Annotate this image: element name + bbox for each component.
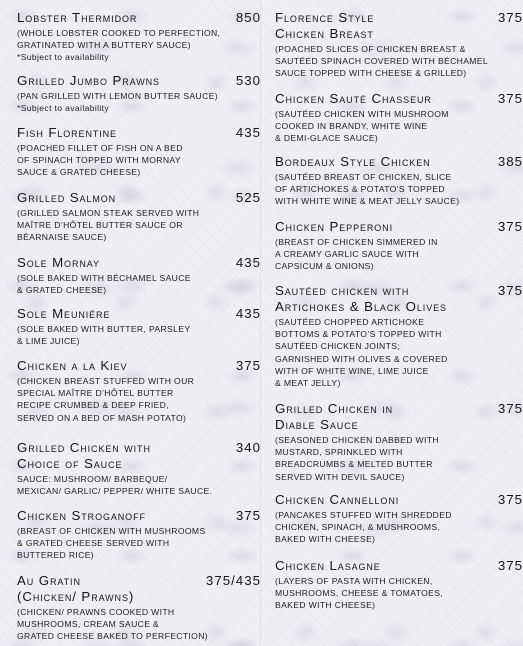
dish-price: 340 [235,440,261,455]
dish-price: 375 [497,91,523,106]
dish-name: Fish Florentine [17,125,117,140]
dish-price: 375 [497,558,523,573]
dish-description: (CHICKEN BREAST STUFFED WITH OUR SPECIAL MAÎTRE D’HÔTEL BUTTER RECIPE CRUMBED & DEEP FRIED, SERVED ON A BED OF MASH POTATO) [17,376,195,423]
dish-name: Grilled Chicken in Diable Sauce [275,401,394,432]
dish-description: (POACHED FILLET OF FISH ON A BED OF SPINACH TOPPED WITH MORNAY SAUCE & GRATED CHEESE) [17,143,183,178]
dish-description: SAUCE: MUSHROOM/ BARBEQUE/ MEXICAN/ GARLIC/ PEPPER/ WHITE SAUCE. [17,474,213,497]
dish-name: Chicken Pepperoni [275,219,393,234]
menu-item-florence-style-chicken-breast [275,10,523,80]
menu-item-chicken-stroganoff [17,508,267,562]
dish-name: Grilled Jumbo Prawns [17,73,160,88]
dish-description: (LAYERS OF PASTA WITH CHICKEN, MUSHROOMS, CHEESE & TOMATOES, BAKED WITH CHEESE) [275,576,444,611]
dish-price: 375 [235,358,261,373]
dish-description: (CHICKEN/ PRAWNS COOKED WITH MUSHROOMS, CREAM SAUCE & GRATED CHEESE BAKED TO PERFECTION) [17,607,208,642]
dish-name: Chicken Lasagne [275,558,381,573]
dish-price: 435 [235,306,261,321]
dish-description: (BREAST OF CHICKEN SIMMERED IN A CREAMY GARLIC SAUCE WITH CAPSICUM & ONIONS) [275,237,438,272]
dish-description: (WHOLE LOBSTER COOKED TO PERFECTION, GRATINATED WITH A BUTTERY SAUCE) [17,28,221,51]
dish-description: (SOLE BAKED WITH BUTTER, PARSLEY & LIME JUICE) [17,324,191,347]
dish-description: (SAUTÉED CHICKEN WITH MUSHROOM COOKED IN BRANDY, WHITE WINE & DEMI-GLACE SAUCE) [275,109,449,144]
dish-name: Grilled Salmon [17,190,117,205]
dish-name: Sole Mornay [17,255,100,270]
menu-item-chicken-a-la-kiev [17,358,267,424]
menu-item-au-gratin [17,573,267,643]
dish-name: Bordeaux Style Chicken [275,154,431,169]
dish-price: 435 [235,255,261,270]
dish-description: (SOLE BAKED WITH BÉCHAMEL SAUCE & GRATED CHEESE) [17,273,191,296]
dish-description: (BREAST OF CHICKEN WITH MUSHROOMS & GRATED CHEESE SERVED WITH BUTTERED RICE) [17,526,206,561]
dish-description: (GRILLED SALMON STEAK SERVED WITH MAÎTRE D’HÔTEL BUTTER SAUCE OR BÉARNAISE SAUCE) [17,208,200,243]
dish-name: Florence Style Chicken Breast [275,10,375,41]
menu-item-grilled-chicken-with-choice-of-sauce [17,440,267,497]
dish-price: 375 [497,219,523,234]
dish-price: 375 [497,10,523,25]
dish-price: 385 [497,154,523,169]
dish-price: 525 [235,190,261,205]
dish-price: 375 [497,401,523,416]
menu-item-sauteed-chicken-with-artichokes [275,283,523,389]
menu-item-bordeaux-style-chicken [275,154,523,208]
menu-item-grilled-jumbo-prawns [17,73,267,114]
dish-price: 375/435 [205,573,261,588]
menu-item-grilled-chicken-in-diable-sauce [275,401,523,483]
dish-name: Chicken Stroganoff [17,508,146,523]
dish-price: 375 [235,508,261,523]
menu-item-lobster-thermidor [17,10,267,64]
dish-price: 530 [235,73,261,88]
dish-description: (PAN GRILLED WITH LEMON BUTTER SAUCE) [17,91,218,101]
menu-item-grilled-salmon [17,190,267,244]
dish-name: Lobster Thermidor [17,10,138,25]
dish-price: 435 [235,125,261,140]
dish-name: Sautéed chicken with Artichokes & Black Olives [275,283,447,314]
menu-item-chicken-pepperoni [275,219,523,273]
menu-item-chicken-lasagne [275,558,523,612]
dish-description: (SEASONED CHICKEN DABBED WITH MUSTARD, SPRINKLED WITH BREADCRUMBS & MELTED BUTTER SERVED WITH DEVIL SAUCE) [275,435,439,482]
dish-name: Chicken Cannelloni [275,492,400,507]
dish-name: Grilled Chicken with Choice of Sauce [17,440,151,471]
menu-item-sole-mornay [17,255,267,296]
dish-description: (SAUTÉED CHOPPED ARTICHOKE BOTTOMS & POTATO’S TOPPED WITH SAUTÉED CHICKEN JOINTS; GARNISHED WITH OLIVES & COVERED WITH OF WHITE WINE, LIME JUICE & MEAT JELLY) [275,317,448,389]
availability-note: *Subject to availability [17,103,109,114]
menu-item-chicken-cannelloni [275,492,523,546]
availability-note: *Subject to availability [17,52,109,63]
dish-price: 850 [235,10,261,25]
dish-name: Chicken a la Kiev [17,358,128,373]
dish-description: (PANCAKES STUFFED WITH SHREDDED CHICKEN, SPINACH, & MUSHROOMS, BAKED WITH CHEESE) [275,510,452,545]
menu-item-chicken-saute-chasseur [275,91,523,145]
dish-name: Chicken Sauté Chasseur [275,91,432,106]
menu-item-fish-florentine [17,125,267,179]
dish-name: Sole Meuniére [17,306,111,321]
dish-price: 375 [497,492,523,507]
dish-price: 375 [497,283,523,298]
dish-name: Au Gratin (Chicken/ Prawns) [17,573,135,604]
menu-item-sole-meuniere [17,306,267,347]
dish-description: (SAUTÉED BREAST OF CHICKEN, SLICE OF ARTICHOKES & POTATO’S TOPPED WITH WHITE WINE & MEAT JELLY SAUCE) [275,172,460,207]
dish-description: (POACHED SLICES OF CHICKEN BREAST & SAUTÉED SPINACH COVERED WITH BÉCHAMEL SAUCE TOPPED WITH CHEESE & GRILLED) [275,44,489,79]
